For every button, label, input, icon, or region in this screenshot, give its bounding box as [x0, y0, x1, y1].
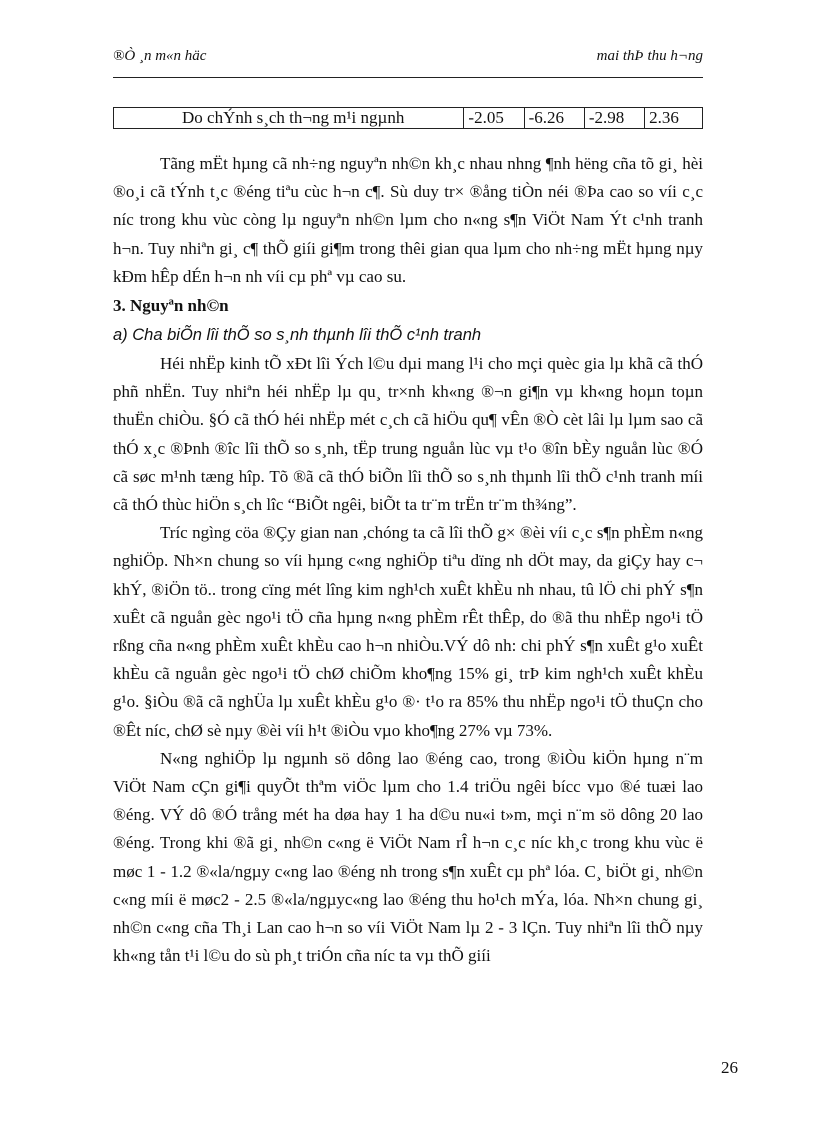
- paragraph: N«ng nghiÖp lµ ngµnh sö dông lao ®éng cao, trong ®iÒu kiÖn hµng n¨m ViÖt Nam cÇn gi¶i quyÕt thªm viÖc lµm cho 1.4 triÖu ngêi bícc vµo ®é tuæi lao ®éng. VÝ dô ®Ó trång mét ha døa hay 1 ha d©u nu«i t»m, mçi n¨m sö dông 20 lao ®éng. Trong khi ®ã gi¸ nh©n c«ng ë ViÖt Nam rÎ h¬n c¸c níc kh¸c trong khu vùc ë møc 1 - 1.2 ®«la/ngµy c«ng lao ®éng nh trong s¶n xuÊt cµ phª lóa. C¸ biÖt gi¸ nh©n c«ng míi ë møc2 - 2.5 ®«la/ngµyc«ng lao ®éng thu ho¹ch mÝa, lóa. Nh×n chung gi¸ nh©n c«ng cña Th¸i Lan cao h¬n so víi ViÖt Nam lµ 2 - 3 lÇn. Tuy nhiªn lîi thÕ nµy kh«ng tån t¹i l©u do sù ph¸t triÓn cña níc ta vµ thÕ giíi: [113, 748, 703, 966]
- table-cell-value: -6.26: [524, 108, 584, 129]
- paragraph: Tríc ngìng cöa ®Çy gian nan ,chóng ta cã lîi thÕ g× ®èi víi c¸c s¶n phÈm n«ng nghiÖp. Nh×n chung so víi hµng c«ng nghiÖp tiªu dïng nh dÖt may, da giÇy hay c¬ khÝ, ®iÖn tö.. trong cïng mét lîng kim ngh¹ch xuÊt khÈu nh nhau, tû lÖ chi phÝ s¶n xuÊt cã nguån gèc ngo¹i tÖ cña hµng n«ng phÈm rÊt thÊp, do ®ã thu nhËp ngo¹i tÖ rßng cña n«ng phÈm xuÊt khÈu cao h¬n nhiÒu.VÝ dô nh: chi phÝ s¶n xuÊt g¹o xuÊt khÈu cã nguån gèc ngo¹i tÖ chØ chiÕm kho¶ng 15% gi¸ trÞ kim ngh¹ch xuÊt khÈu g¹o. §iÒu ®ã cã nghÜa lµ xuÊt khÈu g¹o ®· t¹o ra 85% thu nhËp ngo¹i tÖ thuÇn cho ®Êt níc, chØ sè nµy ®èi víi h¹t ®iÒu vµo kho¶ng 27% vµ 73%.: [113, 523, 703, 740]
- section-title: 3. Nguyªn nh©n: [113, 296, 229, 315]
- table-cell-label: Do chÝnh s¸ch th¬ng m¹i ngµnh: [114, 108, 464, 129]
- page-number: 26: [721, 1058, 738, 1077]
- subsection-title: a) Cha biÕn lîi thÕ so s¸nh thµnh lîi thÕ c¹nh tranh: [113, 326, 482, 344]
- paragraph: Héi nhËp kinh tÕ xÐt lîi Ých l©u dµi mang l¹i cho mçi quèc gia lµ khã cã thÓ phñ nhËn. Tuy nhiªn héi nhËp lµ qu¸ tr×nh kh«ng ®¬n gi¶n vµ kh«ng hoµn toµn thuËn chiÒu. §Ó cã thÓ héi nhËp mét c¸ch cã hiÖu qu¶ vÊn ®Ò cèt lâi lµ lµm sao cã thÓ x¸c ®Þnh ®îc lîi thÕ so s¸nh, tËp trung nguån lùc vµ t¹o ®în bÈy nguån lùc ®Ó cã søc m¹nh tæng hîp. Tõ ®ã cã thÓ biÕn lîi thÕ so s¸nh thµnh lîi thÕ c¹nh tranh míi cã thÓ thùc hiÖn s¸ch lîc “BiÕt ngêi, biÕt ta tr¨m trËn tr¨m th¾ng”.: [113, 354, 703, 515]
- paragraph-block-top: [113, 150, 703, 291]
- header-right-author: mai thÞ thu h¬ng: [596, 48, 703, 64]
- header-left-title: ®Ò ¸n m«n häc: [113, 48, 207, 64]
- header-rule: [113, 77, 703, 78]
- table-cell-value: 2.36: [645, 108, 703, 129]
- page-header: [113, 48, 703, 70]
- table-row: [114, 108, 703, 129]
- paragraph-block-main: [113, 350, 703, 970]
- data-table: [113, 107, 703, 129]
- table-cell-value: -2.98: [584, 108, 644, 129]
- paragraph: Tãng mËt hµng cã nh÷ng nguyªn nh©n kh¸c nhau nhng ¶nh hëng cña tõ gi¸ hèi ®o¸i cã tÝnh t¸c ®éng tiªu cùc h¬n c¶. Sù duy tr× ®ång tiÒn néi ®Þa cao so víi c¸c níc trong khu vùc còng lµ nguyªn nh©n lµm cho n«ng s¶n ViÖt Nam Ýt c¹nh tranh h¬n. Tuy nhiªn gi¸ c¶ thÕ giíi gi¶m trong thêi gian qua lµm cho nh÷ng mËt hµng nµy kÐm hÊp dÉn h¬n nh víi cµ phª vµ cao su.: [113, 154, 703, 286]
- table-cell-value: -2.05: [464, 108, 524, 129]
